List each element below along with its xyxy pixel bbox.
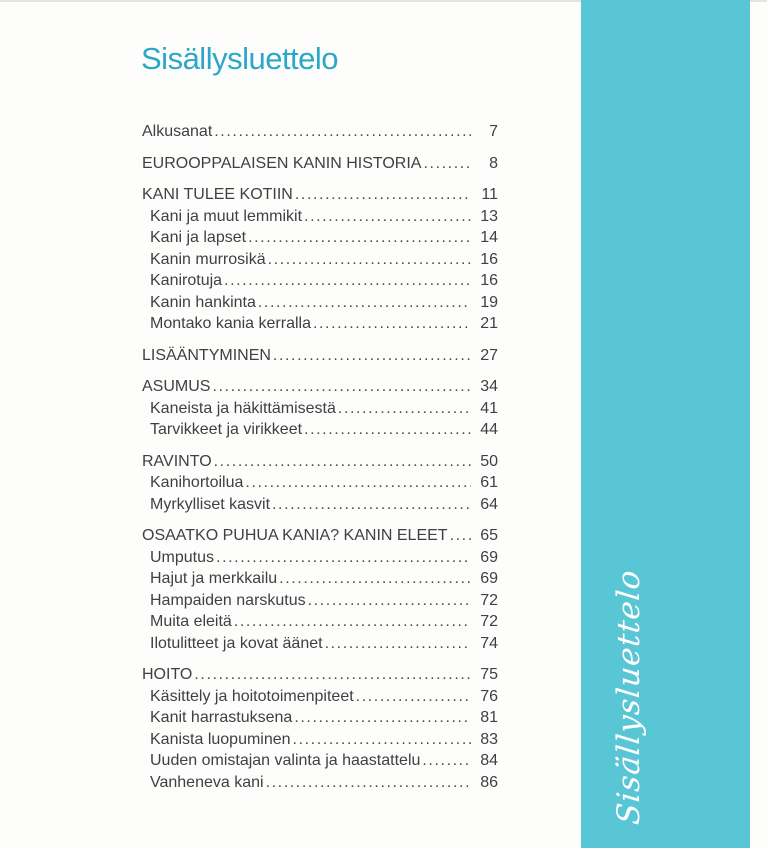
toc-entry-label: Kanihortoilua bbox=[150, 474, 244, 491]
toc-entry-label: EUROOPPALAISEN KANIN HISTORIA bbox=[142, 154, 422, 172]
toc-leader-dots bbox=[258, 292, 471, 314]
toc-page-number: 83 bbox=[480, 730, 498, 748]
toc-leader-dots bbox=[194, 664, 471, 686]
toc-leader-dots bbox=[304, 419, 471, 441]
toc-list bbox=[142, 121, 498, 793]
toc-entry bbox=[142, 376, 498, 398]
toc-entry-label: Tarvikkeet ja virikkeet bbox=[150, 421, 303, 438]
toc-entry bbox=[142, 451, 498, 473]
toc-entry-label: RAVINTO bbox=[142, 452, 212, 470]
toc-entry-label: Muita eleitä bbox=[150, 613, 232, 630]
toc-leader-dots bbox=[214, 121, 471, 143]
toc-page-number: 69 bbox=[480, 570, 498, 587]
toc-entry-label: KANI TULEE KOTIIN bbox=[142, 186, 293, 203]
toc-leader-dots bbox=[295, 184, 471, 206]
toc-leader-dots bbox=[304, 206, 471, 228]
toc-leader-dots bbox=[313, 313, 471, 335]
toc-entry-label: Umputus bbox=[150, 548, 215, 566]
toc-leader-dots bbox=[224, 270, 471, 292]
toc-entry bbox=[142, 525, 498, 547]
toc-entry bbox=[142, 153, 498, 175]
toc-subentry bbox=[142, 494, 498, 516]
toc-page-number: 75 bbox=[480, 666, 498, 683]
toc-subentry bbox=[142, 707, 498, 729]
toc-page-number: 7 bbox=[489, 123, 498, 140]
toc-page-number: 69 bbox=[480, 548, 498, 566]
toc-subentry bbox=[142, 398, 498, 420]
toc-entry-label: Montako kania kerralla bbox=[150, 315, 311, 332]
chapter-tab-vertical-label: Sisällysluettelo bbox=[611, 567, 647, 827]
toc-entry bbox=[142, 184, 498, 206]
toc-entry-label: Kanit harrastuksena bbox=[150, 709, 293, 726]
toc-entry bbox=[142, 345, 498, 367]
toc-subentry bbox=[142, 729, 498, 751]
toc-page-number: 27 bbox=[480, 346, 498, 364]
toc-entry-label: Hampaiden narskutus bbox=[150, 591, 306, 609]
toc-subentry bbox=[142, 611, 498, 633]
toc-page-number: 19 bbox=[480, 293, 498, 311]
toc-page-number: 41 bbox=[480, 399, 498, 417]
toc-leader-dots bbox=[234, 611, 471, 633]
toc-entry-label: Kani ja muut lemmikit bbox=[150, 207, 303, 225]
toc-subentry bbox=[142, 686, 498, 708]
toc-subentry bbox=[142, 568, 498, 590]
toc-subentry bbox=[142, 633, 498, 655]
toc-page-number: 21 bbox=[480, 315, 498, 332]
toc-entry-label: Kanista luopuminen bbox=[150, 730, 291, 748]
toc-subentry bbox=[142, 590, 498, 612]
toc-page-number: 72 bbox=[480, 613, 498, 630]
toc-subentry bbox=[142, 419, 498, 441]
toc-leader-dots bbox=[423, 153, 471, 175]
toc-leader-dots bbox=[450, 525, 471, 547]
toc-leader-dots bbox=[268, 249, 471, 271]
toc-page-number: 64 bbox=[480, 495, 498, 513]
toc-entry-label: Kaneista ja häkittämisestä bbox=[150, 399, 336, 417]
toc-entry-label: OSAATKO PUHUA KANIA? KANIN ELEET bbox=[142, 527, 448, 544]
toc-page-number: 61 bbox=[480, 474, 498, 491]
toc-page-number: 44 bbox=[480, 421, 498, 438]
toc-entry-label: Myrkylliset kasvit bbox=[150, 495, 271, 513]
toc-page-number: 50 bbox=[480, 452, 498, 470]
toc-leader-dots bbox=[214, 451, 471, 473]
toc-leader-dots bbox=[272, 494, 471, 516]
toc-entry-label: Kanin murrosikä bbox=[150, 250, 266, 268]
toc-leader-dots bbox=[245, 472, 471, 494]
toc-subentry bbox=[142, 547, 498, 569]
toc-page-number: 8 bbox=[489, 154, 498, 172]
toc-leader-dots bbox=[273, 345, 471, 367]
toc-entry-label: Kani ja lapset bbox=[150, 229, 247, 246]
page-title: Sisällysluettelo bbox=[141, 41, 339, 76]
toc-page-number: 74 bbox=[480, 634, 498, 652]
toc-entry-label: Uuden omistajan valinta ja haastattelu bbox=[150, 752, 421, 769]
toc-leader-dots bbox=[294, 707, 471, 729]
toc-entry bbox=[142, 121, 498, 143]
toc-entry-label: Vanheneva kani bbox=[150, 773, 264, 791]
toc-subentry bbox=[142, 206, 498, 228]
toc-leader-dots bbox=[325, 633, 471, 655]
toc-page-number: 72 bbox=[480, 591, 498, 609]
chapter-tab-band bbox=[581, 0, 750, 848]
toc-leader-dots bbox=[293, 729, 471, 751]
toc-leader-dots bbox=[338, 398, 471, 420]
toc-leader-dots bbox=[248, 227, 471, 249]
toc-subentry bbox=[142, 227, 498, 249]
toc-leader-dots bbox=[216, 547, 471, 569]
toc-entry-label: Kanin hankinta bbox=[150, 293, 256, 311]
toc-page-number: 34 bbox=[480, 378, 498, 395]
toc-entry-label: ASUMUS bbox=[142, 378, 211, 395]
toc-entry-label: HOITO bbox=[142, 666, 193, 683]
toc-entry-label: Hajut ja merkkailu bbox=[150, 570, 278, 587]
toc-page-number: 65 bbox=[480, 527, 498, 544]
toc-entry-label: Alkusanat bbox=[142, 123, 213, 140]
toc-page-number: 76 bbox=[480, 687, 498, 705]
toc-subentry bbox=[142, 772, 498, 794]
toc-page-number: 16 bbox=[480, 272, 498, 289]
toc-entry-label: LISÄÄNTYMINEN bbox=[142, 346, 271, 364]
toc-leader-dots bbox=[308, 590, 471, 612]
toc-leader-dots bbox=[212, 376, 471, 398]
toc-leader-dots bbox=[422, 750, 471, 772]
toc-page-number: 86 bbox=[480, 773, 498, 791]
toc-subentry bbox=[142, 292, 498, 314]
toc-page-number: 81 bbox=[480, 709, 498, 726]
toc-leader-dots bbox=[356, 686, 471, 708]
toc-page-number: 84 bbox=[480, 752, 498, 769]
toc-page-number: 14 bbox=[480, 229, 498, 246]
toc-page-number: 13 bbox=[480, 207, 498, 225]
toc-leader-dots bbox=[266, 772, 471, 794]
toc-entry bbox=[142, 664, 498, 686]
toc-entry-label: Käsittely ja hoitotoimenpiteet bbox=[150, 687, 354, 705]
toc-entry-label: Kanirotuja bbox=[150, 272, 223, 289]
toc-subentry bbox=[142, 313, 498, 335]
toc-subentry bbox=[142, 750, 498, 772]
toc-subentry bbox=[142, 472, 498, 494]
toc-leader-dots bbox=[279, 568, 471, 590]
toc-subentry bbox=[142, 249, 498, 271]
toc-page-number: 16 bbox=[480, 250, 498, 268]
toc-entry-label: Ilotulitteet ja kovat äänet bbox=[150, 634, 323, 652]
toc-subentry bbox=[142, 270, 498, 292]
toc-page-number: 11 bbox=[481, 186, 498, 203]
